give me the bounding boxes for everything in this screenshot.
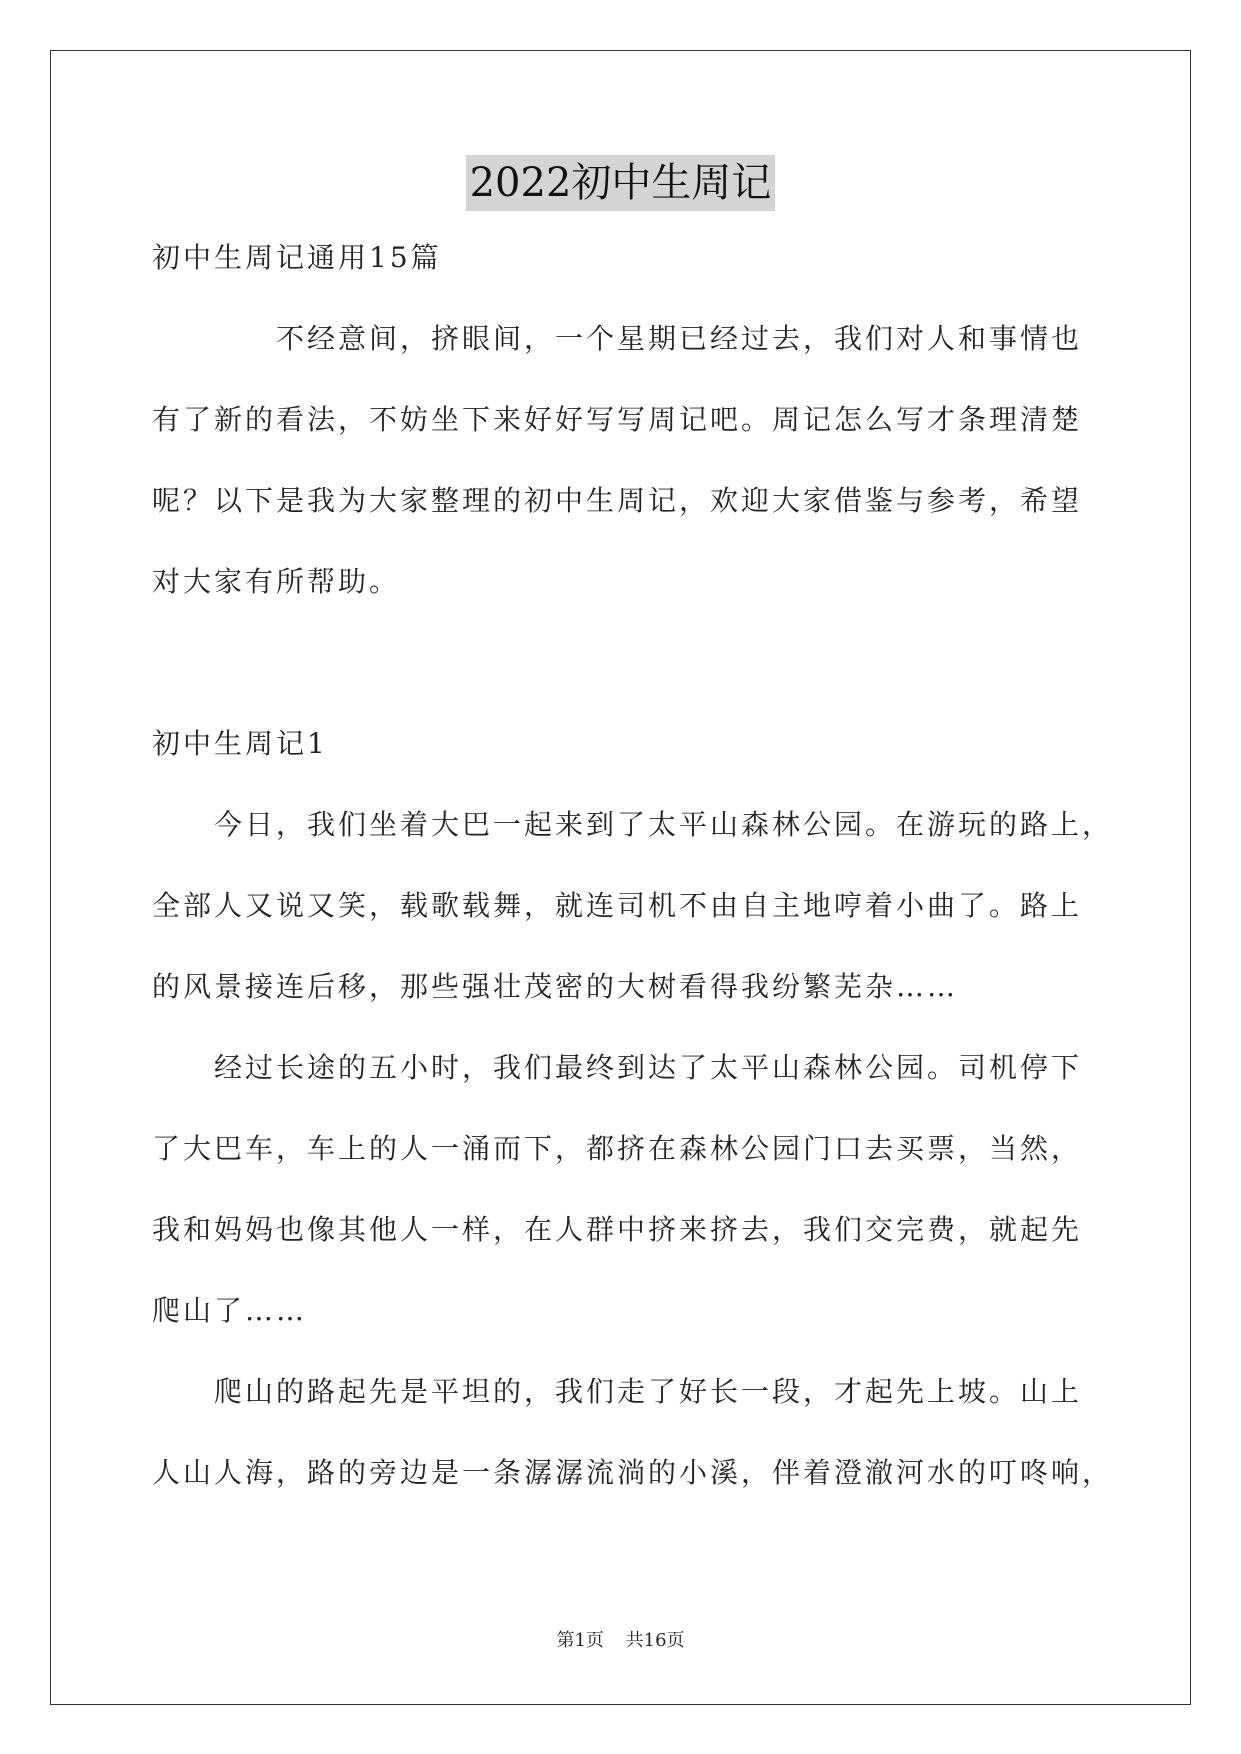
page-footer [0,1626,1241,1652]
intro-line: 不经意间，挤眼间，一个星期已经过去，我们对人和事情也 [276,322,1083,355]
paragraph-line: 全部人又说又笑，载歌载舞，就连司机不由自主地哼着小曲了。路上 [152,889,1083,922]
paragraph-line: 经过长途的五小时，我们最终到达了太平山森林公园。司机停下 [214,1051,1083,1084]
paragraph-line: 爬山了…… [152,1294,308,1327]
total-pages: 共16页 [625,1630,685,1651]
intro-line: 呢？以下是我为大家整理的初中生周记，欢迎大家借鉴与参考，希望 [152,484,1083,517]
paragraph-line: 的风景接连后移，那些强壮茂密的大树看得我纷繁芜杂…… [152,970,959,1003]
paragraph-line: 我和妈妈也像其他人一样，在人群中挤来挤去，我们交完费，就起先 [152,1213,1083,1246]
paragraph-line: 人山人海，路的旁边是一条潺潺流淌的小溪，伴着澄澈河水的叮咚响， [152,1456,1114,1489]
paragraph-line: 今日，我们坐着大巴一起来到了太平山森林公园。在游玩的路上， [214,808,1114,841]
document-body [152,228,1114,1524]
document-title: 2022初中生周记 [466,155,776,211]
subtitle: 初中生周记通用15篇 [152,241,442,274]
paragraph-line: 了大巴车，车上的人一涌而下，都挤在森林公园门口去买票，当然， [152,1132,1083,1165]
intro-line: 对大家有所帮助。 [152,565,401,598]
title-container [0,155,1241,211]
blank-line [152,633,1092,714]
section-heading: 初中生周记1 [152,727,328,760]
intro-line: 有了新的看法，不妨坐下来好好写写周记吧。周记怎么写才条理清楚 [152,403,1083,436]
paragraph-line: 爬山的路起先是平坦的，我们走了好长一段，才起先上坡。山上 [214,1375,1083,1408]
page-number: 第1页 [556,1630,604,1651]
